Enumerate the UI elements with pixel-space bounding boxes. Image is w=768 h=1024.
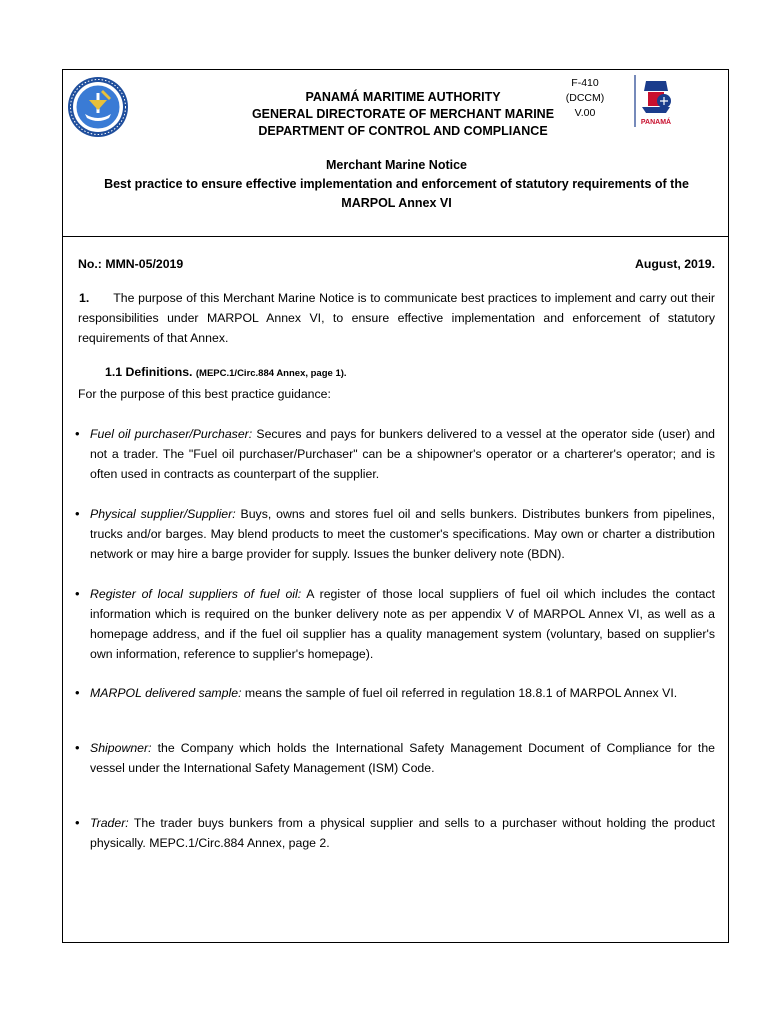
definition-text: A register of those local suppliers of fuel oil which includes the contact information which is required on the bunker delivery note as per appendix V of MARPOL Annex VI, as well as a homepage address, and if the fuel oil supplier has a quality management system (voluntary, based on supplier's own information, reference to supplier's homepage). bbox=[90, 587, 715, 661]
definition-term: Physical supplier/Supplier: bbox=[90, 507, 236, 521]
notice-type: Merchant Marine Notice bbox=[325, 158, 467, 172]
definition-text: Secures and pays for bunkers delivered to a vessel at the operator side (user) and not a trader. The "Fuel oil purchaser/Purchaser" can be a shipowner's operator or a charterer's operator; and is often used in contracts as counterpart of the supplier. bbox=[90, 427, 716, 481]
definition-term: Register of local suppliers of fuel oil: bbox=[90, 587, 302, 601]
definitions-intro: For the purpose of this best practice guidance: bbox=[78, 387, 331, 401]
definition-text: means the sample of fuel oil referred in regulation 18.8.1 of MARPOL Annex VI. bbox=[241, 686, 678, 700]
panama-maritime-logo-icon bbox=[634, 75, 678, 127]
document-body bbox=[78, 254, 715, 853]
definition-item bbox=[78, 424, 715, 484]
section-1-text: The purpose of this Merchant Marine Notice is to communicate best practices to implement and carry out their responsibilities under MARPOL Annex VI, to ensure effective implementation and enforcement of statutory requirements of that Annex. bbox=[78, 291, 715, 345]
form-number: F-410 bbox=[571, 77, 599, 89]
document-frame bbox=[62, 69, 729, 943]
definition-item bbox=[78, 504, 715, 564]
definition-text: The trader buys bunkers from a physical supplier and sells to a purchaser without holding the product physically. MEPC.1/Circ.884 Annex, page 2. bbox=[90, 816, 715, 850]
organization-block bbox=[213, 89, 593, 140]
section-1-number: 1. bbox=[79, 291, 90, 305]
definitions-title: 1.1 Definitions. bbox=[105, 365, 193, 379]
definition-item bbox=[78, 738, 715, 778]
definition-term: Shipowner: bbox=[90, 741, 152, 755]
definition-text: Buys, owns and stores fuel oil and sells bunkers. Distributes bunkers from pipelines, trucks and/or barges. May blend products to meet the customer's specifications. May own or charter a distribution network or may hire a barge provider for supply. Issues the bunker delivery note (BDN). bbox=[90, 507, 716, 561]
form-code bbox=[555, 76, 615, 121]
definitions-heading bbox=[78, 362, 715, 384]
definition-item bbox=[78, 813, 715, 853]
maritime-authority-seal-icon bbox=[67, 76, 129, 138]
org-name: PANAMÁ MARITIME AUTHORITY bbox=[305, 90, 501, 104]
definition-text: the Company which holds the International Safety Management Document of Compliance for the vessel under the International Safety Management (ISM) Code. bbox=[90, 741, 715, 775]
notice-date: August, 2019. bbox=[635, 257, 715, 271]
definition-term: Fuel oil purchaser/Purchaser: bbox=[90, 427, 253, 441]
org-directorate: GENERAL DIRECTORATE OF MERCHANT MARINE bbox=[251, 107, 555, 121]
form-version: V.00 bbox=[574, 107, 596, 119]
definitions-reference: (MEPC.1/Circ.884 Annex, page 1). bbox=[195, 368, 347, 379]
document-header bbox=[63, 70, 728, 237]
definition-item bbox=[78, 683, 715, 703]
notice-meta bbox=[78, 254, 715, 274]
notice-title: Best practice to ensure effective implementation and enforcement of statutory requirements of the MARPOL Annex VI bbox=[104, 177, 689, 210]
definition-term: MARPOL delivered sample: bbox=[90, 686, 242, 700]
definition-term: Trader: bbox=[90, 816, 129, 830]
notice-number: No.: MMN-05/2019 bbox=[78, 257, 184, 271]
svg-text:PANAMÁ: PANAMÁ bbox=[640, 119, 672, 126]
org-department: DEPARTMENT OF CONTROL AND COMPLIANCE bbox=[258, 124, 548, 138]
notice-heading bbox=[78, 156, 715, 213]
definition-item bbox=[78, 584, 715, 664]
definitions-list bbox=[78, 424, 715, 853]
form-dept: (DCCM) bbox=[565, 92, 605, 104]
section-1-paragraph bbox=[78, 288, 715, 348]
